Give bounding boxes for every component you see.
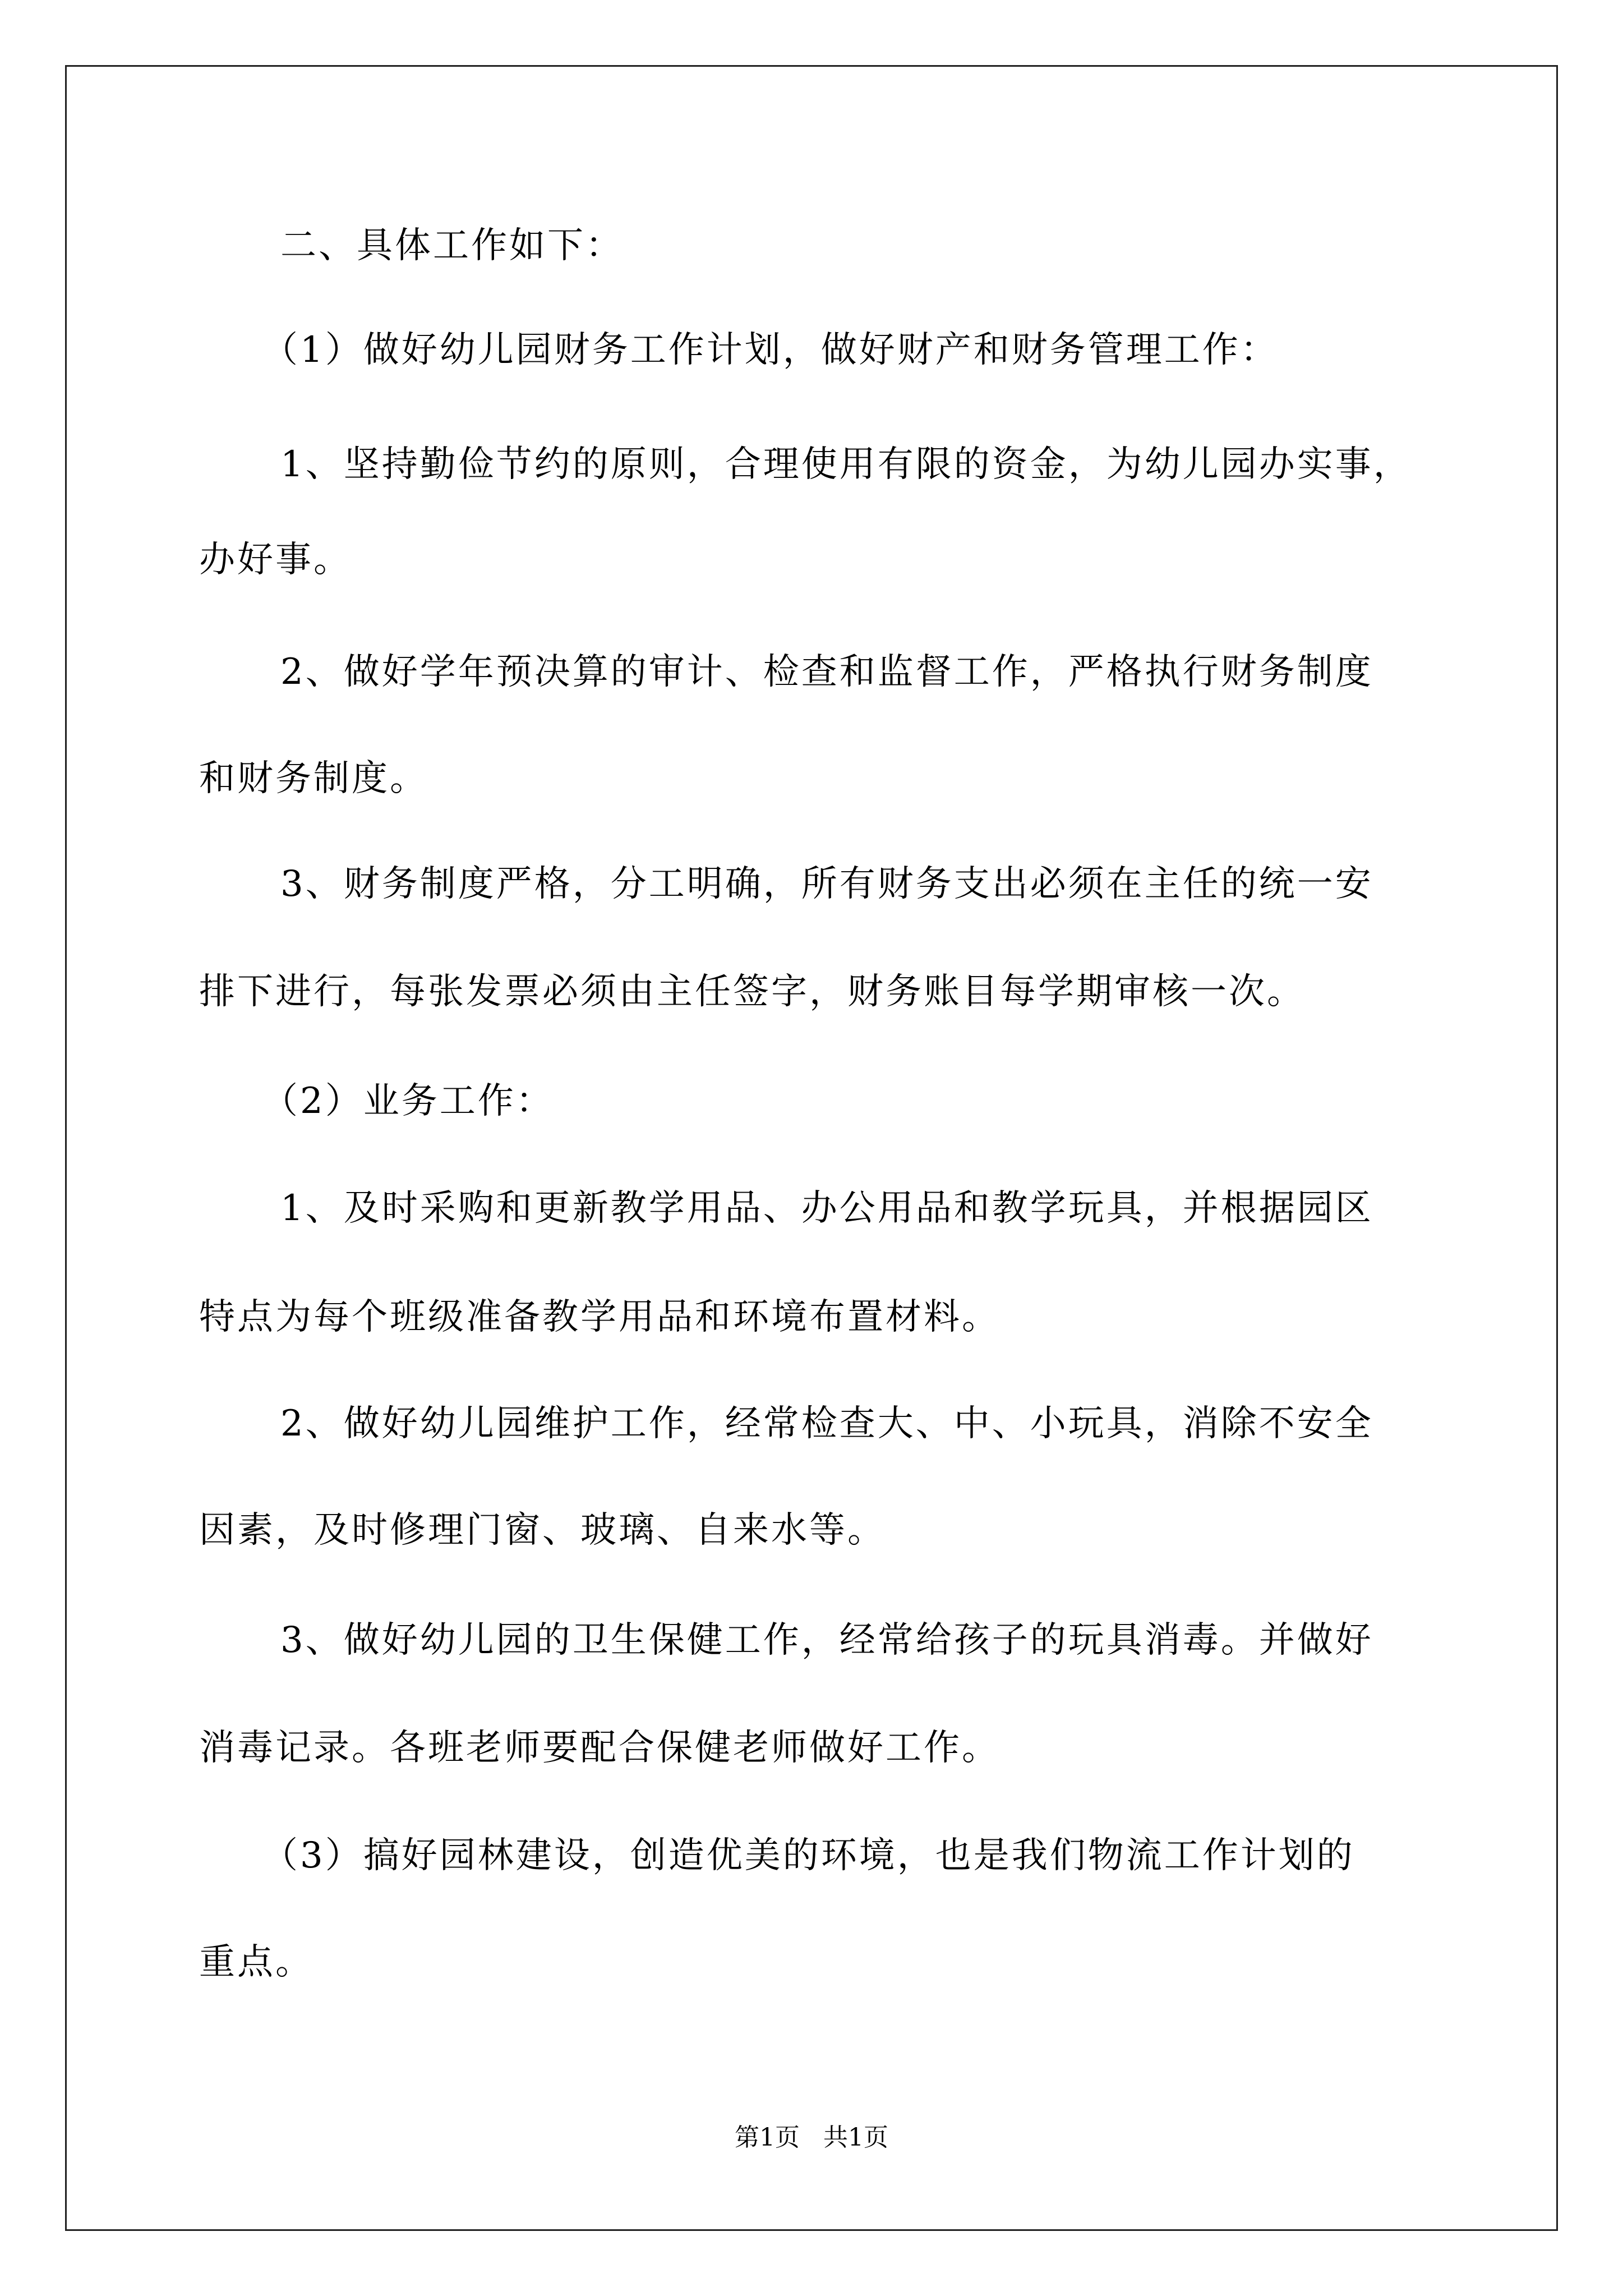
- paragraph-line: 办好事。: [199, 539, 352, 581]
- section-heading: 二、具体工作如下：: [280, 225, 624, 266]
- paragraph-line: 和财务制度。: [199, 758, 428, 799]
- subsection-heading: （1）做好幼儿园财务工作计划，做好财产和财务管理工作：: [262, 329, 1279, 371]
- paragraph-line: 1、坚持勤俭节约的原则，合理使用有限的资金，为幼儿园办实事，: [280, 444, 1412, 485]
- page-footer: [0, 2121, 1623, 2155]
- paragraph-line: 1、及时采购和更新教学用品、办公用品和教学玩具，并根据园区: [280, 1188, 1373, 1229]
- paragraph-line: 特点为每个班级准备教学用品和环境布置材料。: [199, 1296, 1000, 1338]
- paragraph-line: 重点。: [199, 1941, 313, 1983]
- paragraph-line: 2、做好幼儿园维护工作，经常检查大、中、小玩具，消除不安全: [280, 1403, 1373, 1444]
- paragraph-line: （3）搞好园林建设，创造优美的环境，也是我们物流工作计划的: [262, 1835, 1355, 1876]
- paragraph-line: 因素，及时修理门窗、玻璃、自来水等。: [199, 1510, 886, 1551]
- paragraph-line: 3、做好幼儿园的卫生保健工作，经常给孩子的玩具消毒。并做好: [280, 1619, 1373, 1661]
- page-border: [65, 65, 1558, 2231]
- page-total: 共1页: [823, 2123, 888, 2152]
- paragraph-line: 2、做好学年预决算的审计、检查和监督工作，严格执行财务制度: [280, 651, 1373, 693]
- subsection-heading: （2）业务工作：: [262, 1080, 554, 1122]
- paragraph-line: 3、财务制度严格，分工明确，所有财务支出必须在主任的统一安: [280, 863, 1373, 905]
- paragraph-line: 消毒记录。各班老师要配合保健老师做好工作。: [199, 1727, 1000, 1769]
- page-number: 第1页: [735, 2123, 800, 2152]
- paragraph-line: 排下进行，每张发票必须由主任签字，财务账目每学期审核一次。: [199, 971, 1305, 1013]
